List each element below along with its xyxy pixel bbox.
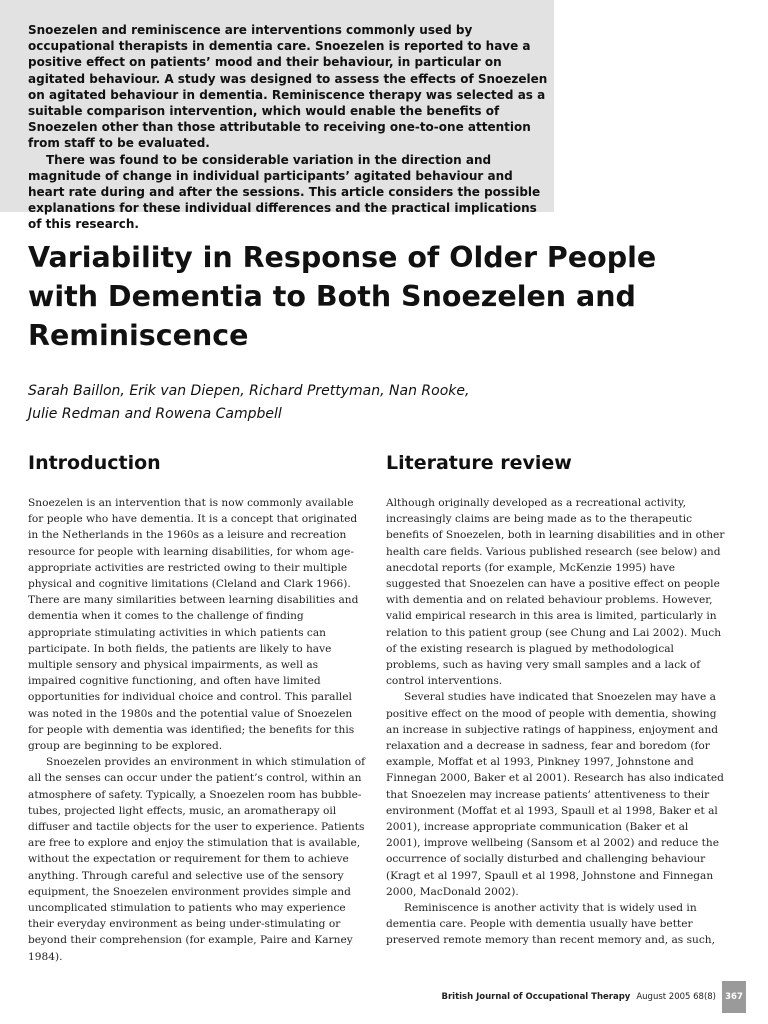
journal-issue: August 2005 68(8)	[636, 992, 716, 1002]
page-number: 367	[722, 981, 746, 1013]
article-title: Variability in Response of Older People with Dementia to Both Snoezelen and Reminiscence	[28, 241, 657, 352]
section-heading: Introduction	[28, 452, 161, 474]
literature-review-section	[386, 450, 726, 949]
abstract	[28, 22, 548, 233]
author-list	[28, 380, 588, 426]
body-paragraph: Several studies have indicated that Snoezelen may have a positive effect on the mood of people with dementia, showing an increase in subjective ratings of happiness, enjoyment and relaxation and a decrease in sadness, fear and boredom (for example, Moffat et al 1993, Pinkney 1997, Johnstone and Finnegan 2000, Baker et al 2001). Research has also indicated that Snoezelen may increase patients’ attentiveness to their environment (Moffat et al 1993, Spaull et al 1998, Baker et al 2001), increase appropriate communication (Baker et al 2001), improve wellbeing (Sansom et al 2002) and reduce the occurrence of socially disturbed and challenging behaviour (Kragt et al 1997, Spaull et al 1998, Johnstone and Finnegan 2000, MacDonald 2002).	[386, 691, 724, 898]
body-paragraph: Although originally developed as a recreational activity, increasingly claims are being made as to the therapeutic benefits of Snoezelen, both in learning disabilities and in other health care fields. Various published research (see below) and anecdotal reports (for example, McKenzie 1995) have suggested that Snoezelen can have a positive effect on people with dementia and on related behaviour problems. However, valid empirical research in this area is limited, particularly in relation to this patient group (see Chung and Lai 2002). Much of the existing research is plagued by methodological problems, such as having very small samples and a lack of control interventions.	[386, 497, 725, 688]
authors-line: Julie Redman and Rowena Campbell	[28, 406, 282, 422]
section-heading: Literature review	[386, 452, 572, 474]
abstract-paragraph: Snoezelen and reminiscence are interventions commonly used by occupational therapists in dementia care. Snoezelen is reported to have a positive effect on patients’ mood and their behaviour, in particular on agitated behaviour. A study was designed to assess the effects of Snoezelen on agitated behaviour in dementia. Reminiscence therapy was selected as a suitable comparison intervention, which would enable the benefits of Snoezelen other than those attributable to receiving one-to-one attention from staff to be evaluated.	[28, 23, 548, 151]
page-footer	[442, 983, 747, 1011]
authors-line: Sarah Baillon, Erik van Diepen, Richard Prettyman, Nan Rooke,	[28, 383, 470, 399]
journal-name: British Journal of Occupational Therapy	[441, 992, 631, 1002]
abstract-paragraph: There was found to be considerable variation in the direction and magnitude of change in individual participants’ agitated behaviour and heart rate during and after the sessions. This article considers the possible explanations for these individual differences and the practical implications of this research.	[28, 152, 541, 232]
body-paragraph: Snoezelen provides an environment in which stimulation of all the senses can occur under the patient’s control, within an atmosphere of safety. Typically, a Snoezelen room has bubble-tubes, projected light effects, music, an aromatherapy oil diffuser and tactile objects for the user to experience. Patients are free to explore and enjoy the stimulation that is available, without the expectation or requirement for them to achieve anything. Through careful and selective use of the sensory equipment, the Snoezelen environment provides simple and uncomplicated stimulation to patients who may experience their everyday environment as being under-stimulating or beyond their comprehension (for example, Paire and Karney 1984).	[28, 756, 366, 963]
abstract-box	[0, 0, 554, 232]
introduction-section	[28, 450, 368, 965]
body-paragraph: Snoezelen is an intervention that is now commonly available for people who have dementia. It is a concept that originated in the Netherlands in the 1960s as a leisure and recreation resource for people with learning disabilities, for whom age-appropriate activities are restricted owing to their multiple physical and cognitive limitations (Cleland and Clark 1966). There are many similarities between learning disabilities and dementia when it comes to the challenge of finding appropriate stimulating activities in which patients can participate. In both fields, the patients are likely to have multiple sensory and physical impairments, as well as impaired cognitive functioning, and often have limited opportunities for individual choice and control. This parallel was noted in the 1980s and the potential value of Snoezelen for people with dementia was identified; the benefits for this group are beginning to be explored.	[28, 497, 359, 753]
body-paragraph: Reminiscence is another activity that is widely used in dementia care. People with dementia usually have better preserved remote memory than recent memory and, as such,	[386, 902, 715, 947]
